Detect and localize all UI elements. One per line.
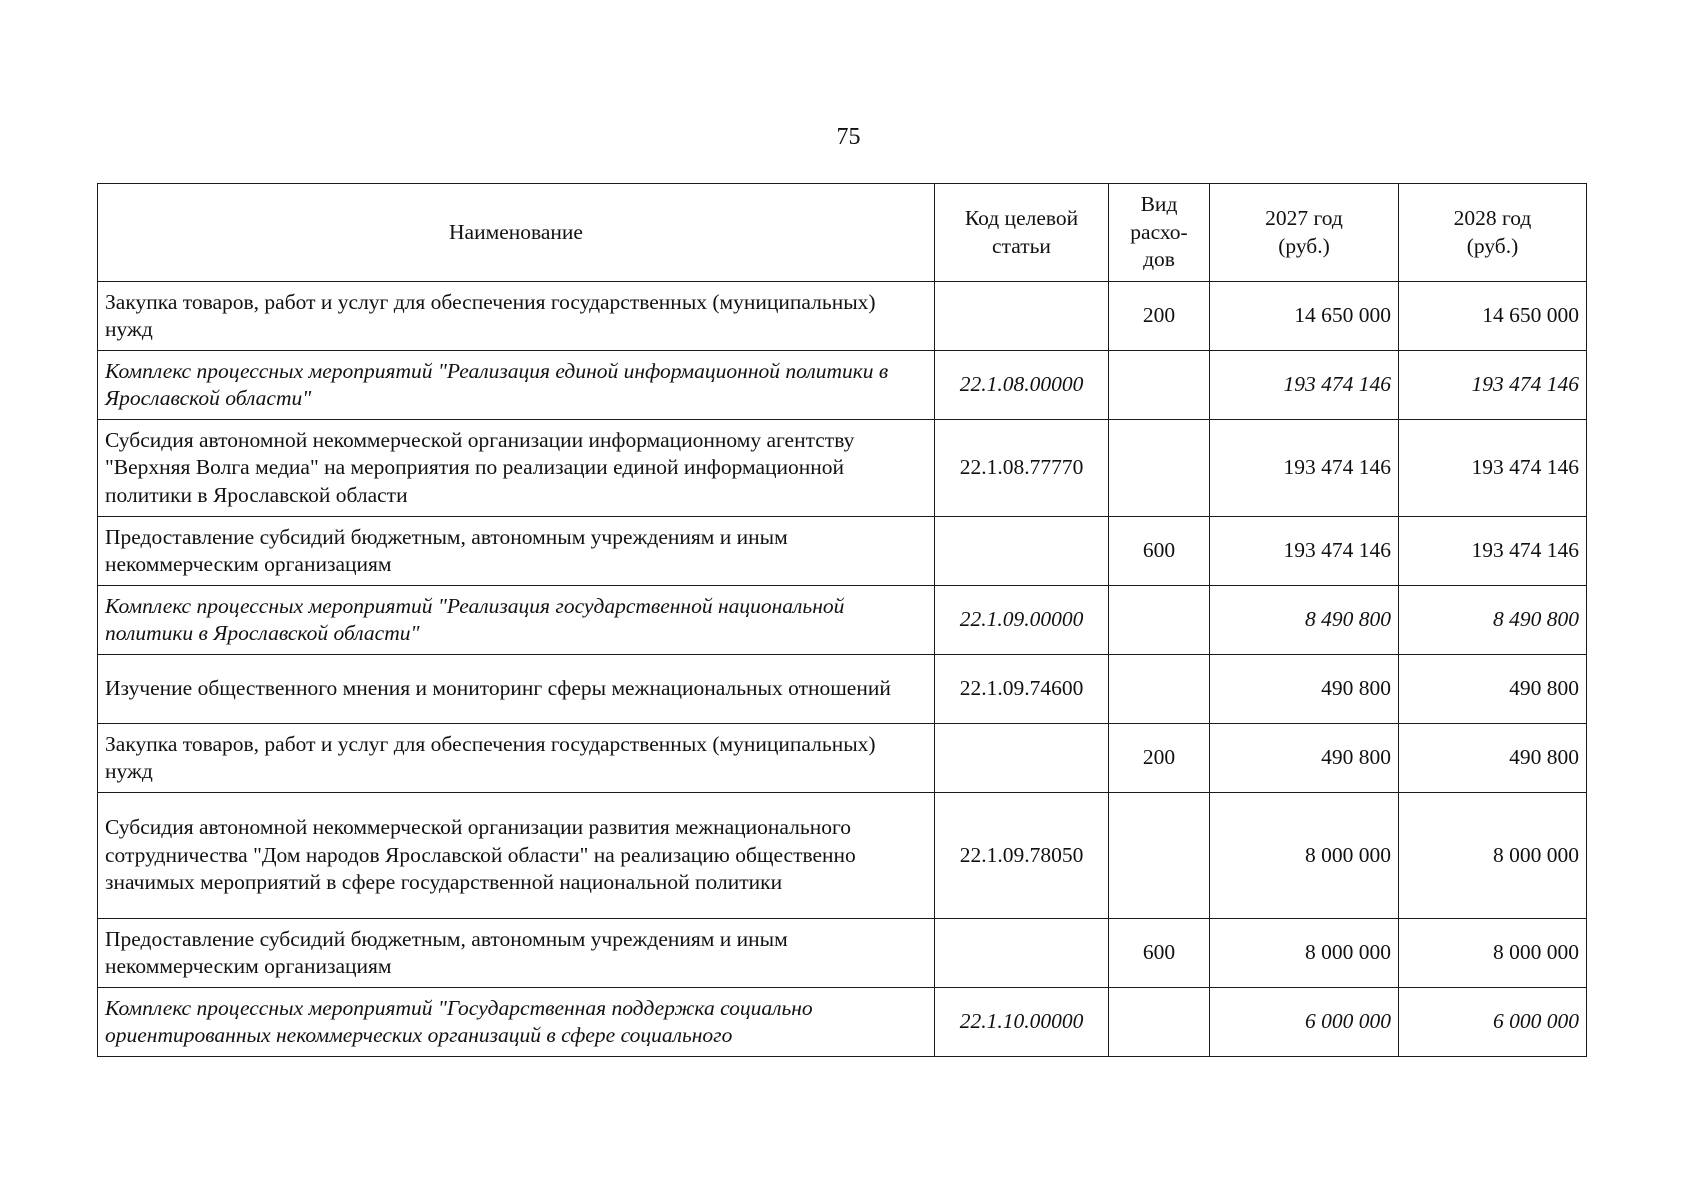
table-row xyxy=(98,655,1587,724)
cell-code xyxy=(935,919,1109,988)
cell-code: 22.1.08.00000 xyxy=(935,351,1109,420)
cell-name: Закупка товаров, работ и услуг для обеспечения государственных (муниципальных) нужд xyxy=(98,724,935,793)
cell-year-2028: 193 474 146 xyxy=(1399,517,1587,586)
cell-year-2028: 6 000 000 xyxy=(1399,988,1587,1057)
cell-code: 22.1.09.00000 xyxy=(935,586,1109,655)
cell-code: 22.1.10.00000 xyxy=(935,988,1109,1057)
cell-year-2028: 193 474 146 xyxy=(1399,420,1587,517)
cell-expense-type xyxy=(1109,655,1210,724)
table-row xyxy=(98,586,1587,655)
table-row xyxy=(98,724,1587,793)
cell-code xyxy=(935,724,1109,793)
header-year-2028: 2028 год (руб.) xyxy=(1399,184,1587,282)
cell-year-2028: 490 800 xyxy=(1399,655,1587,724)
cell-year-2027: 8 000 000 xyxy=(1210,919,1399,988)
cell-year-2028: 490 800 xyxy=(1399,724,1587,793)
cell-year-2027: 490 800 xyxy=(1210,724,1399,793)
cell-year-2027: 193 474 146 xyxy=(1210,351,1399,420)
page-number: 75 xyxy=(836,124,861,150)
cell-year-2027: 193 474 146 xyxy=(1210,517,1399,586)
cell-expense-type xyxy=(1109,420,1210,517)
cell-expense-type xyxy=(1109,793,1210,919)
cell-year-2027: 14 650 000 xyxy=(1210,282,1399,351)
cell-expense-type: 200 xyxy=(1109,282,1210,351)
cell-year-2028: 14 650 000 xyxy=(1399,282,1587,351)
cell-expense-type xyxy=(1109,988,1210,1057)
cell-code xyxy=(935,282,1109,351)
cell-year-2027: 8 490 800 xyxy=(1210,586,1399,655)
cell-expense-type: 600 xyxy=(1109,517,1210,586)
cell-name: Субсидия автономной некоммерческой организации развития межнационального сотрудничества "Дом народов Ярославской области" на реализацию общественно значимых мероприятий в сфере государственной национальной политики xyxy=(98,793,935,919)
cell-code xyxy=(935,517,1109,586)
table-row xyxy=(98,793,1587,919)
table-row xyxy=(98,420,1587,517)
table-header-row xyxy=(98,184,1587,282)
table-row xyxy=(98,517,1587,586)
cell-name: Комплекс процессных мероприятий "Реализация государственной национальной политики в Ярославской области" xyxy=(98,586,935,655)
table-row xyxy=(98,919,1587,988)
cell-name: Предоставление субсидий бюджетным, автономным учреждениям и иным некоммерческим организациям xyxy=(98,919,935,988)
cell-year-2028: 8 490 800 xyxy=(1399,586,1587,655)
header-name: Наименование xyxy=(98,184,935,282)
header-year-2027: 2027 год (руб.) xyxy=(1210,184,1399,282)
cell-name: Предоставление субсидий бюджетным, автономным учреждениям и иным некоммерческим организациям xyxy=(98,517,935,586)
cell-year-2027: 6 000 000 xyxy=(1210,988,1399,1057)
cell-year-2027: 490 800 xyxy=(1210,655,1399,724)
cell-code: 22.1.09.74600 xyxy=(935,655,1109,724)
table-row xyxy=(98,282,1587,351)
budget-table xyxy=(97,183,1587,1057)
cell-expense-type: 600 xyxy=(1109,919,1210,988)
cell-name: Закупка товаров, работ и услуг для обеспечения государственных (муниципальных) нужд xyxy=(98,282,935,351)
cell-code: 22.1.08.77770 xyxy=(935,420,1109,517)
header-expense-type: Вид расхо-дов xyxy=(1109,184,1210,282)
cell-expense-type xyxy=(1109,586,1210,655)
cell-year-2027: 8 000 000 xyxy=(1210,793,1399,919)
cell-year-2028: 8 000 000 xyxy=(1399,919,1587,988)
table-row xyxy=(98,351,1587,420)
cell-expense-type xyxy=(1109,351,1210,420)
cell-name: Изучение общественного мнения и мониторинг сферы межнациональных отношений xyxy=(98,655,935,724)
table-row xyxy=(98,988,1587,1057)
cell-name: Субсидия автономной некоммерческой организации информационному агентству "Верхняя Волга медиа" на мероприятия по реализации единой информационной политики в Ярославской области xyxy=(98,420,935,517)
cell-name: Комплекс процессных мероприятий "Государственная поддержка социально ориентированных некоммерческих организаций в сфере социального xyxy=(98,988,935,1057)
header-code: Код целевой статьи xyxy=(935,184,1109,282)
cell-year-2027: 193 474 146 xyxy=(1210,420,1399,517)
cell-expense-type: 200 xyxy=(1109,724,1210,793)
cell-year-2028: 193 474 146 xyxy=(1399,351,1587,420)
cell-year-2028: 8 000 000 xyxy=(1399,793,1587,919)
cell-name: Комплекс процессных мероприятий "Реализация единой информационной политики в Ярославской области" xyxy=(98,351,935,420)
cell-code: 22.1.09.78050 xyxy=(935,793,1109,919)
